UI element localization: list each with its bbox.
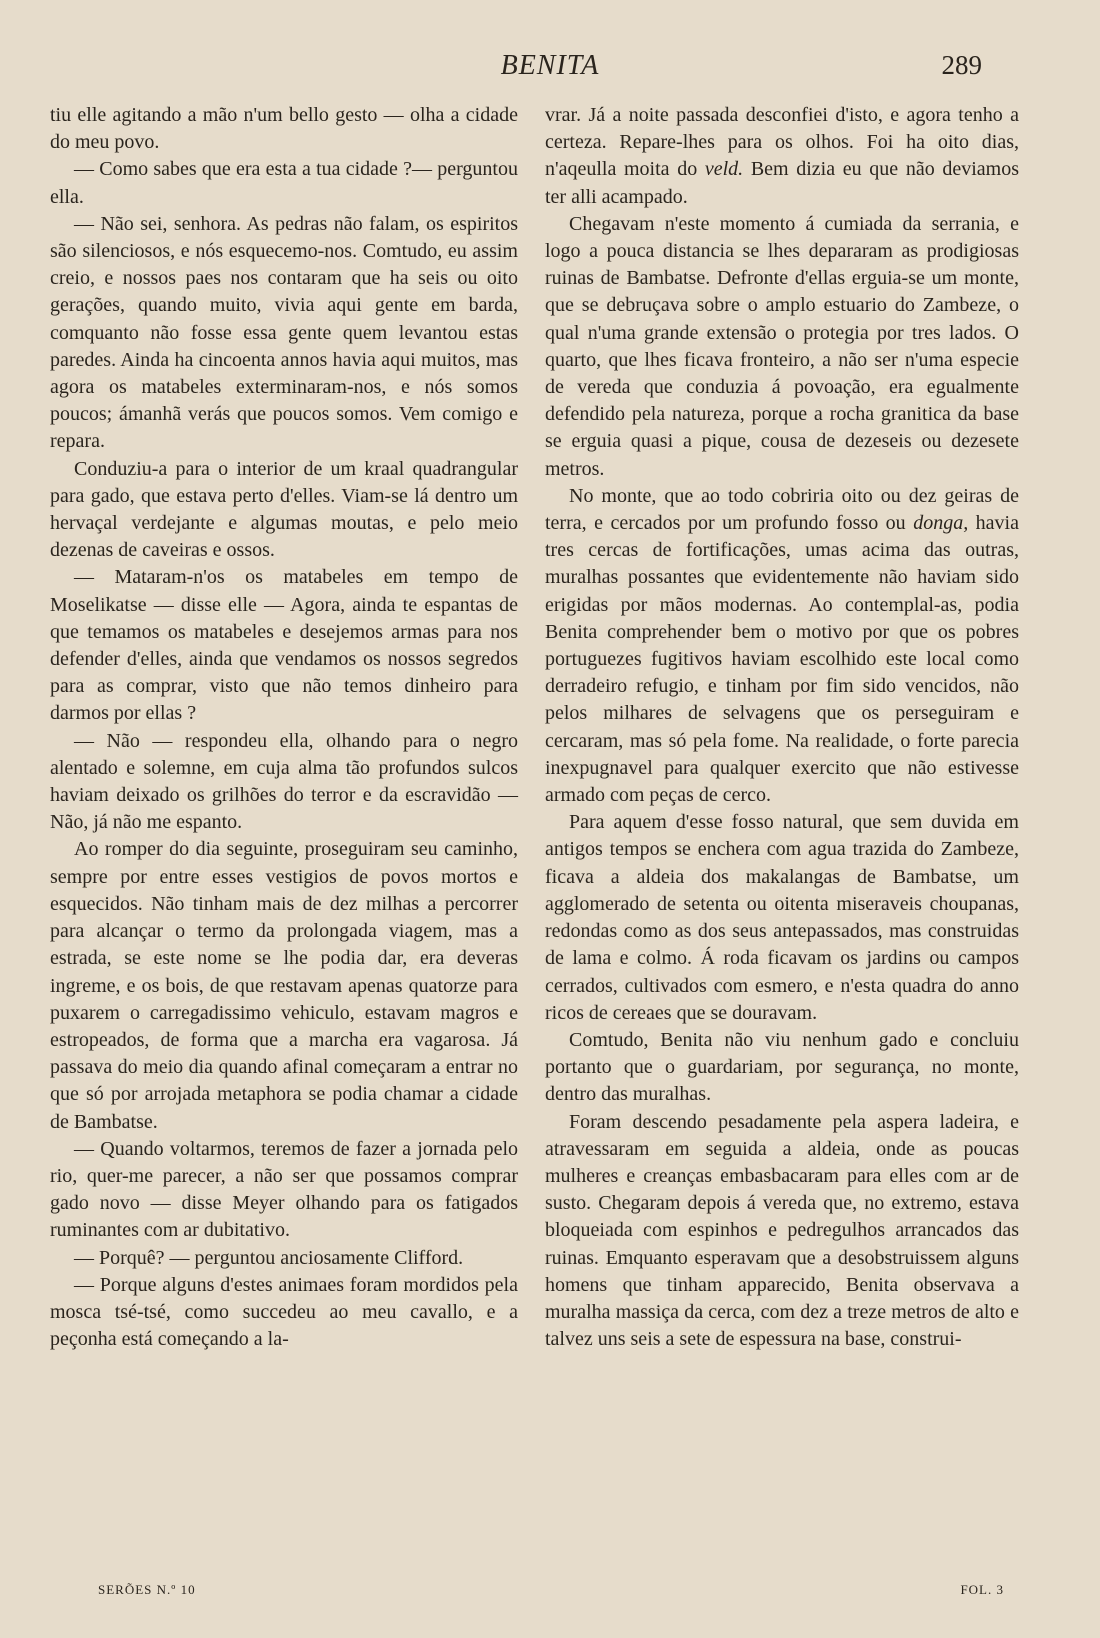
running-title: BENITA bbox=[500, 50, 600, 81]
right-column bbox=[545, 102, 1019, 1353]
paragraph: Ao romper do dia seguinte, proseguiram seu caminho, sempre por entre esses vestigios de povos mortos e esquecidos. Não tinham mais de dez milhas a percorrer para alcançar o termo da prolongada viagem, mas a estrada, se este nome se lhe podia dar, era deveras ingreme, e os bois, de que restavam apenas quatorze para puxarem o carregadissimo vehiculo, estavam magros e estropeados, de forma que a marcha era vagarosa. Já passava do meio dia quando afinal começaram a entrar no que só por arrojada metaphora se podia chamar a cidade de Bambatse. bbox=[50, 838, 518, 1133]
paragraph: — Mataram-n'os os matabeles em tempo de Moselikatse — disse elle — Agora, ainda te espantas de que temamos os matabeles e desejemos armas para nos defender d'elles, ainda que vendamos os nossos segredos para as comprar, visto que não temos dinheiro para darmos por ellas ? bbox=[50, 566, 518, 725]
italic-term: donga, bbox=[913, 512, 969, 535]
paragraph: — Porquê? — perguntou anciosamente Clifford. bbox=[74, 1246, 464, 1269]
italic-term: veld. bbox=[704, 158, 744, 181]
paragraph: — Como sabes que era esta a tua cidade ?— perguntou ella. bbox=[50, 158, 518, 208]
paragraph bbox=[545, 483, 1019, 809]
left-column bbox=[50, 102, 518, 1353]
paragraph: Foram descendo pesadamente pela aspera ladeira, e atravessaram em seguida a aldeia, onde as poucas mulheres e creanças embasbacaram para elles com ar de susto. Chegaram depois á vereda que, no extremo, estava bloqueiada com espinhos e pedregulhos arrancados das ruinas. Emquanto esperavam que a desobstruissem alguns homens que tinham apparecido, Benita observava a muralha massiça da cerca, com dez a treze metros de alto e talvez uns seis a sete de espessura na base, construi- bbox=[545, 1110, 1019, 1351]
paragraph: Chegavam n'este momento á cumiada da serrania, e logo a pouca distancia se lhes depararam as prodigiosas ruinas de Bambatse. Defronte d'ellas erguia-se um monte, que se debruçava sobre o amplo estuario do Zambeze, o qual n'uma grande extensão o protegia por tres lados. O quarto, que lhes ficava fronteiro, a não ser n'uma especie de vereda que conduzia á povoação, era egualmente defendido pela natureza, porque a rocha granitica da base se erguia quasi a pique, cousa de dezeseis ou dezesete metros. bbox=[545, 212, 1019, 480]
paragraph: — Não sei, senhora. As pedras não falam, os espiritos são silenciosos, e nós esquecemo-nos. Comtudo, eu assim creio, e nossos paes nos contaram que ha seis ou oito gerações, quando muito, vivia aqui gente em barda, comquanto não fosse essa gente quem levantou estas paredes. Ainda ha cincoenta annos havia aqui muitos, mas agora os matabeles exterminaram-nos, e nós somos poucos; ámanhã verás que poucos somos. Vem comigo e repara. bbox=[50, 212, 518, 453]
paragraph: Conduziu-a para o interior de um kraal quadrangular para gado, que estava perto d'elles. Viam-se lá dentro um hervaçal verdejante e algumas moutas, e pelo meio dezenas de caveiras e ossos. bbox=[50, 457, 518, 562]
paragraph: Para aquem d'esse fosso natural, que sem duvida em antigos tempos se enchera com agua trazida do Zambeze, ficava a aldeia dos makalangas de Bambatse, um agglomerado de setenta ou oitenta miseraveis choupanas, redondas como as dos seus antepassados, mas construidas de lama e colmo. Á roda ficavam os jardins ou campos cerrados, cultivados com esmero, e n'esta quadra do anno ricos de cereaes que se douravam. bbox=[545, 811, 1019, 1024]
paragraph: — Porque alguns d'estes animaes foram mordidos pela mosca tsé-tsé, como succedeu ao meu cavallo, e a peçonha está começando a la- bbox=[50, 1273, 518, 1351]
paragraph: tiu elle agitando a mão n'um bello gesto — olha a cidade do meu povo. bbox=[50, 104, 518, 154]
paragraph-text: No monte, que ao todo cobriria oito ou dez geiras de terra, e cercados por um profundo fosso ou bbox=[545, 484, 1019, 535]
paragraph bbox=[545, 102, 1019, 211]
footer-signature: SERÕES N.º 10 bbox=[98, 1582, 196, 1597]
footer-folio: FOL. 3 bbox=[960, 1582, 1004, 1597]
paragraph: — Quando voltarmos, teremos de fazer a jornada pelo rio, quer-me parecer, a não ser que possamos comprar gado novo — disse Meyer olhando para os fatigados ruminantes com ar dubitativo. bbox=[50, 1137, 518, 1242]
paragraph-text: Bem dizia eu que não deviamos ter alli acampado. bbox=[545, 158, 1020, 208]
paragraph: Comtudo, Benita não viu nenhum gado e concluiu portanto que o guardariam, por segurança, no monte, dentro das muralhas. bbox=[545, 1028, 1019, 1106]
paragraph-text: havia tres cercas de fortificações, umas acima das outras, muralhas possantes que evidentemente não haviam sido erigidas por mãos modernas. Ao contemplal-as, podia Benita comprehender bem o motivo por que os pobres portuguezes fugitivos haviam escolhido este local como derradeiro refugio, e tinham por fim sido vencidos, não pelos milhares de selvagens que os perseguiram e cercaram, mas só pela fome. Na realidade, o forte parecia inexpugnavel para qualquer exercito que não estivesse armado com peças de cerco. bbox=[545, 512, 1019, 807]
page-number: 289 bbox=[941, 50, 982, 80]
paragraph-text: vrar. Já a noite passada desconfiei d'isto, e agora tenho a certeza. Repare-lhes para os olhos. Foi ha oito dias, n'aqeulla moita do bbox=[545, 104, 1019, 181]
paragraph: — Não — respondeu ella, olhando para o negro alentado e solemne, em cuja alma tão profundos sulcos haviam deixado os grilhões do terror e da escravidão — Não, já não me espanto. bbox=[50, 729, 518, 834]
